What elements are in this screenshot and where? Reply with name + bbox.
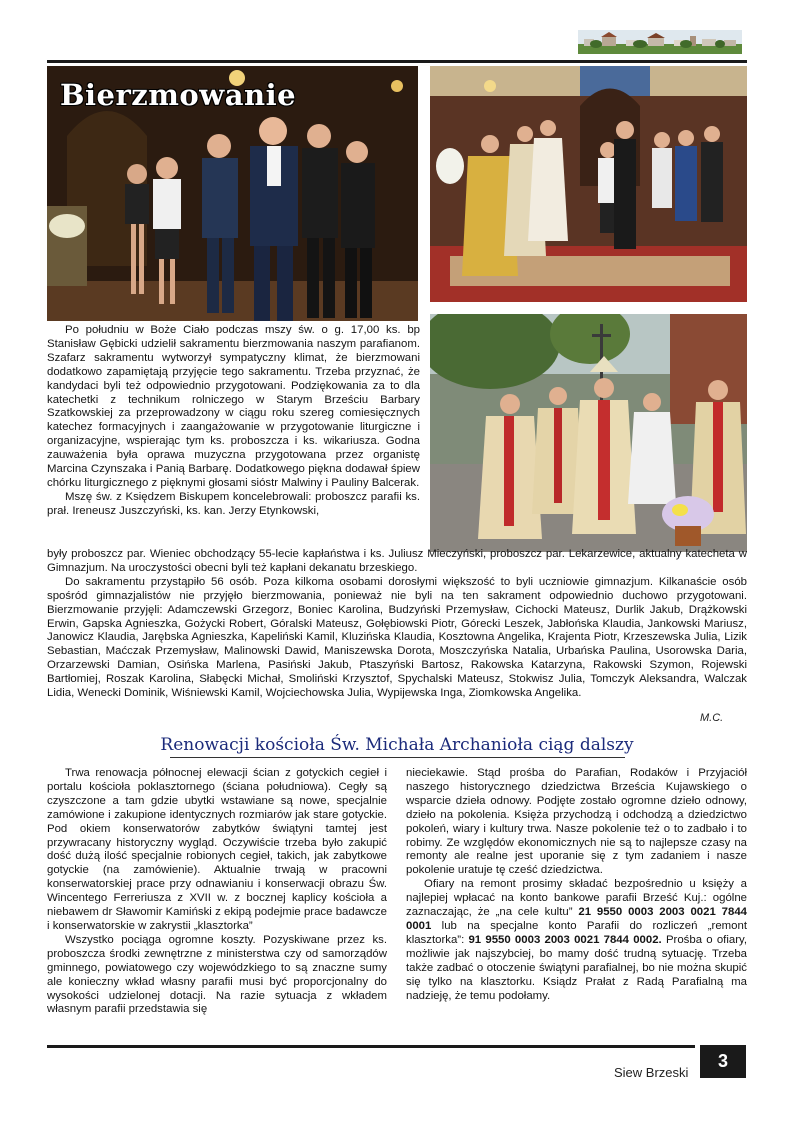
article1-paragraph-2-end: były proboszcz par. Wieniec obchodzący 55-lecie kapłaństwa i ks. Juliusz Mieczyński, proboszcz par. Lekarzewice, aktualny katecheta w Gimnazjum. Na uroczystości obecni byli też kapłani dekanatu brzeskiego. [47, 548, 747, 574]
article2-column-2 [406, 767, 747, 1003]
article2-column-1 [47, 767, 387, 1017]
altar-ceremony-photo [430, 66, 747, 302]
article1-signature: M.C. [700, 712, 724, 724]
article1-text-wide [47, 548, 747, 701]
header-thumbnail-image [578, 30, 742, 54]
article2-title: Renowacji kościoła Św. Michała Archanioła ciąg dalszy [160, 735, 634, 755]
article2-col1-paragraph-2: Wszystko pociąga ogromne koszty. Pozyskiwane przez ks. proboszcza środki zewnętrzne z ministerstwa czy od samorządów gminnego, powiatowego czy wojewódzkiego to są znaczne sumy ale konieczny wkład własny parafii musi być proporcjonalny do wysokości udzielonej dotacji. Na razie sytuacja z wkładem własnym parafii przedstawia się [47, 933, 387, 1016]
article-title-bierzmowanie: Bierzmowanie [60, 78, 297, 112]
article2-col2-paragraph-2 [406, 878, 747, 1003]
article1-paragraph-2-start: Mszę św. z Księdzem Biskupem koncelebrowali: proboszcz parafii ks. prał. Ireneusz Juszczyński, ks. kan. Jerzy Etynkowski, [47, 490, 420, 517]
article2-title-underline [170, 757, 625, 758]
article1-paragraph-1: Po południu w Boże Ciało podczas mszy św. o g. 17,00 ks. bp Stanisław Gębicki udzielił sakramentu bierzmowania naszym parafianom. Szafarz sakramentu wytworzył sympatyczny klimat, że bierzmowani dodatkowo zapamiętają przyjęcie tego sakramentu. Trzeba przyznać, że kandydaci byli też odpowiednio przygotowani. Podziękowania za to dla katechetki z technikum rolniczego w Starym Brześciu Barbary Szatkowskiej za przeprowadzony w ciągu roku szereg comiesięcznych katechez formacyjnych i zaangażowanie w przygotowanie liturgiczne i organizacyjne, wspierając tym ks. proboszcza i ks. wikariusza. Godna zauważenia była oprawa muzyczna przygotowana przez organistę Marcina Czynszaka i Panią Barbarę. Dodatkowego piękna dodawał śpiew chórku liturgicznego z pięknymi głosami sióstr Malwiny i Pauliny Balcerak. [47, 324, 420, 489]
article1-paragraph-3: Do sakramentu przystąpiło 56 osób. Poza kilkoma osobami dorosłymi większość to byli uczniowie gimnazjum. Kilkanaście osób spośród gimnazjalistów nie przyjęło bierzmowania, ponieważ nie byli na ten sakrament odpowiednio duchowo przygotowani. Bierzmowanie przyjęli: Adamczewski Grzegorz, Boniec Karolina, Budzyński Przemysław, Cichocki Mateusz, Durlik Jakub, Drążkowski Erwin, Gapska Agnieszka, Gożycki Robert, Góralski Mateusz, Gołębiowski Piotr, Górecki Leszek, Jabłońska Klaudia, Jankowski Mariusz, Janowicz Klaudia, Jarębska Agnieszka, Kapeliński Kamil, Kluzińska Klaudia, Kosztowna Angelika, Krajenta Piotr, Krzeszewska Julia, Lizik Sebastian, Maćczak Przemysław, Malinowski Dawid, Maniszewska Dorota, Moszczyńska Natalia, Urbańska Paulina, Usorowska Daria, Orzarzewski Damian, Osińska Marlena, Pasiński Jakub, Ptaszyński Bartosz, Rakowska Katarzyna, Rakowski Szymon, Rojewski Bartłomiej, Roszak Karolina, Słabęcki Michał, Smoliński Krzysztof, Spychalski Mateusz, Stokwisz Julia, Tomczyk Aleksandra, Walczak Lidia, Wenecki Dominik, Wiśniewski Kamil, Wojciechowska Julia, Wypijewska Inga, Ziomkowska Angelika. [47, 575, 747, 700]
article2-col2-paragraph-1: nieciekawie. Stąd prośba do Parafian, Rodaków i Przyjaciół naszego historycznego dziedzictwa Brześcia Kujawskiego o wsparcie dzieła odnowy. Podjęte zostało ogromne dzieło odnowy, dzieło na pokolenia. Księża przychodzą i odchodzą a dziedzictwo pokoleń, wiary i kultury trwa. Nasze pokolenie też o to zadbało i to robimy. Ze względów ekonomicznych nie są to najlepsze czasy na remonty ale realne jest uporanie się z tym zadaniem i nasze pokolenie uratuje tę cześć dziedzictwa. [406, 767, 747, 877]
publication-name: Siew Brzeski [614, 1065, 689, 1080]
page-number: 3 [700, 1045, 746, 1078]
header-rule [47, 60, 747, 63]
procession-photo [430, 314, 747, 552]
donation-text-c: Prośba o ofiary, możliwie jak najszybciej, bo mamy dość trudną sytuację. Trzeba także zadbać o otoczenie świątyni parafialnej, bo nie można skupić się tylko na klasztorku. Ksiądz Prałat z Radą Parafialną ma nadzieję, że temu podołamy. [406, 933, 747, 1002]
footer-rule [47, 1045, 695, 1048]
bank-account-general: 21 9550 0003 2003 0021 7844 0001 [406, 906, 747, 932]
bank-account-renovation: 91 9550 0003 2003 0021 7844 0002. [468, 933, 662, 946]
article2-col1-paragraph-1: Trwa renowacja północnej elewacji ścian z gotyckich cegieł i portalu kościoła poklasztornego (ściana południowa). Cegły są czyszczone a tam gdzie ubytki wstawiane są nowe, specjalnie zamówione i zakupione identycznych rozmiarów jak stare gotyckie. Pod okiem konserwatorów zabytków świątyni tamtej jest przywracany historyczny wygląd. Oczywiście trzeba było zakupić dość dużą ilość specjalnie robionych cegieł, takich, jak zabytkowe gotyckie (na zamówienie). Aktualnie trwają w pracowni konserwatorskiej prace przy odnawianiu i konserwacji obrazu Św. Wincentego Ferreriusza z XVII w. z bocznej kaplicy kościoła a niebawem dr Sławomir Kamiński z ekipą podejmie prace badawcze i konserwatorskie w zakrystii „klasztorka” [47, 767, 387, 932]
article1-text-column [47, 324, 420, 519]
donation-text-b: lub na specjalne konto Parafii do rozliczeń „remont klasztorka”: [406, 919, 747, 946]
donation-text-a: Ofiary na remont prosimy składać bezpośrednio u księży a najlepiej wpłacać na konto bankowe parafii Brześć Kuj.: ogólne zaznaczając, że „na cele kultu” [406, 878, 747, 919]
